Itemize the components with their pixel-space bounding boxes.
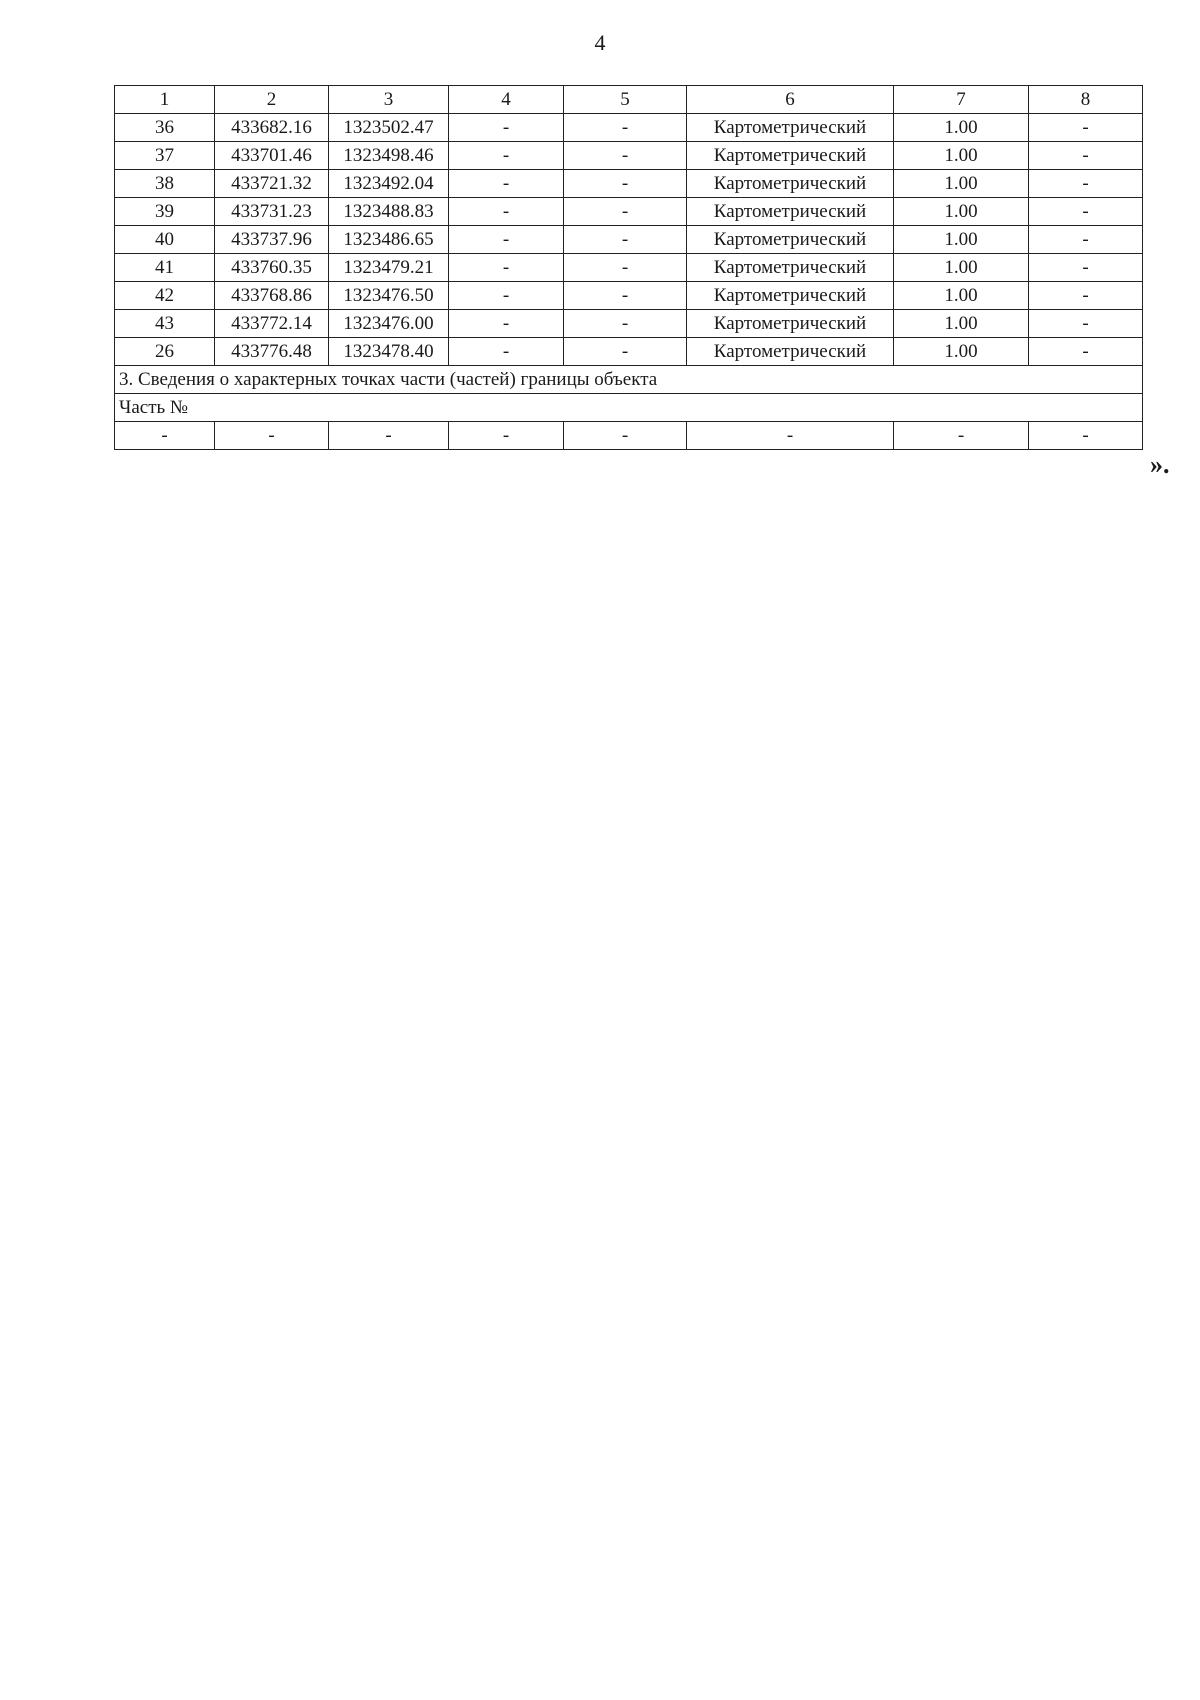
table-cell: 26: [115, 338, 215, 366]
table-cell: -: [1029, 170, 1143, 198]
header-cell: 4: [449, 86, 564, 114]
table-cell: -: [329, 422, 449, 450]
header-cell: 8: [1029, 86, 1143, 114]
header-cell: 3: [329, 86, 449, 114]
table-cell: 1323502.47: [329, 114, 449, 142]
table-cell: -: [1029, 114, 1143, 142]
table-cell: -: [1029, 198, 1143, 226]
table-cell: -: [564, 226, 687, 254]
table-cell: -: [449, 310, 564, 338]
table-cell: Картометрический: [687, 282, 894, 310]
table-row: [115, 338, 1143, 366]
table-cell: -: [564, 142, 687, 170]
table-cell: Картометрический: [687, 310, 894, 338]
table-cell: -: [564, 422, 687, 450]
table-cell: -: [115, 422, 215, 450]
table-cell: 1323486.65: [329, 226, 449, 254]
table-cell: 43: [115, 310, 215, 338]
table-cell: 1.00: [894, 226, 1029, 254]
header-cell: 6: [687, 86, 894, 114]
table-cell: 1.00: [894, 254, 1029, 282]
part-label: Часть №: [115, 394, 1143, 422]
table-cell: 1323476.00: [329, 310, 449, 338]
table-cell: -: [564, 198, 687, 226]
table-cell: -: [449, 338, 564, 366]
table-cell: Картометрический: [687, 114, 894, 142]
table-cell: 39: [115, 198, 215, 226]
page-number: 4: [594, 30, 606, 55]
table-cell: -: [687, 422, 894, 450]
table-cell: 433776.48: [215, 338, 329, 366]
table-cell: -: [564, 282, 687, 310]
part-label-row: [115, 394, 1143, 422]
table-cell: -: [1029, 142, 1143, 170]
table-cell: -: [449, 254, 564, 282]
table-cell: -: [564, 254, 687, 282]
table-cell: 42: [115, 282, 215, 310]
table-cell: -: [564, 170, 687, 198]
table-cell: 1323492.04: [329, 170, 449, 198]
table-cell: -: [449, 282, 564, 310]
coordinates-table: [114, 85, 1143, 450]
table-cell: -: [449, 422, 564, 450]
table-cell: -: [564, 310, 687, 338]
table-cell: 433737.96: [215, 226, 329, 254]
table-row: [115, 198, 1143, 226]
table-cell: 1.00: [894, 282, 1029, 310]
table-cell: 1.00: [894, 310, 1029, 338]
table-cell: -: [1029, 282, 1143, 310]
table-cell: 1323476.50: [329, 282, 449, 310]
table-cell: -: [449, 198, 564, 226]
table-cell: 1.00: [894, 170, 1029, 198]
table-cell: 1323498.46: [329, 142, 449, 170]
table-cell: Картометрический: [687, 254, 894, 282]
table-header-row: [115, 86, 1143, 114]
table-cell: 433701.46: [215, 142, 329, 170]
table-row: [115, 142, 1143, 170]
table-cell: 433768.86: [215, 282, 329, 310]
table-cell: 41: [115, 254, 215, 282]
table-cell: 38: [115, 170, 215, 198]
table-cell: -: [564, 338, 687, 366]
header-cell: 1: [115, 86, 215, 114]
table-cell: 36: [115, 114, 215, 142]
table-cell: -: [564, 114, 687, 142]
table-cell: -: [1029, 310, 1143, 338]
table-cell: -: [449, 226, 564, 254]
table-cell: 1.00: [894, 142, 1029, 170]
header-cell: 5: [564, 86, 687, 114]
table-cell: Картометрический: [687, 142, 894, 170]
table-cell: 433731.23: [215, 198, 329, 226]
table-row: [115, 170, 1143, 198]
header-cell: 2: [215, 86, 329, 114]
table-cell: Картометрический: [687, 226, 894, 254]
table-cell: -: [215, 422, 329, 450]
table-cell: Картометрический: [687, 198, 894, 226]
empty-row: [115, 422, 1143, 450]
table-cell: 40: [115, 226, 215, 254]
table-cell: 1.00: [894, 114, 1029, 142]
table-cell: -: [449, 142, 564, 170]
table-cell: 1.00: [894, 338, 1029, 366]
table-cell: 37: [115, 142, 215, 170]
table-cell: 1323488.83: [329, 198, 449, 226]
table-cell: -: [1029, 422, 1143, 450]
closing-quote-mark: ».: [1150, 450, 1170, 479]
table-cell: -: [894, 422, 1029, 450]
table-cell: -: [1029, 254, 1143, 282]
table-cell: -: [449, 170, 564, 198]
table-cell: -: [449, 114, 564, 142]
table-cell: -: [1029, 226, 1143, 254]
table-cell: 1323478.40: [329, 338, 449, 366]
table-row: [115, 254, 1143, 282]
table-row: [115, 282, 1143, 310]
table-cell: 433772.14: [215, 310, 329, 338]
table-cell: 1.00: [894, 198, 1029, 226]
section-title: 3. Сведения о характерных точках части (частей) границы объекта: [115, 366, 1143, 394]
table-row: [115, 310, 1143, 338]
table-row: [115, 226, 1143, 254]
table-cell: 1323479.21: [329, 254, 449, 282]
table-cell: -: [1029, 338, 1143, 366]
table-cell: 433760.35: [215, 254, 329, 282]
section-title-row: [115, 366, 1143, 394]
header-cell: 7: [894, 86, 1029, 114]
table-row: [115, 114, 1143, 142]
table-cell: 433682.16: [215, 114, 329, 142]
table-cell: Картометрический: [687, 170, 894, 198]
table-cell: Картометрический: [687, 338, 894, 366]
table-cell: 433721.32: [215, 170, 329, 198]
